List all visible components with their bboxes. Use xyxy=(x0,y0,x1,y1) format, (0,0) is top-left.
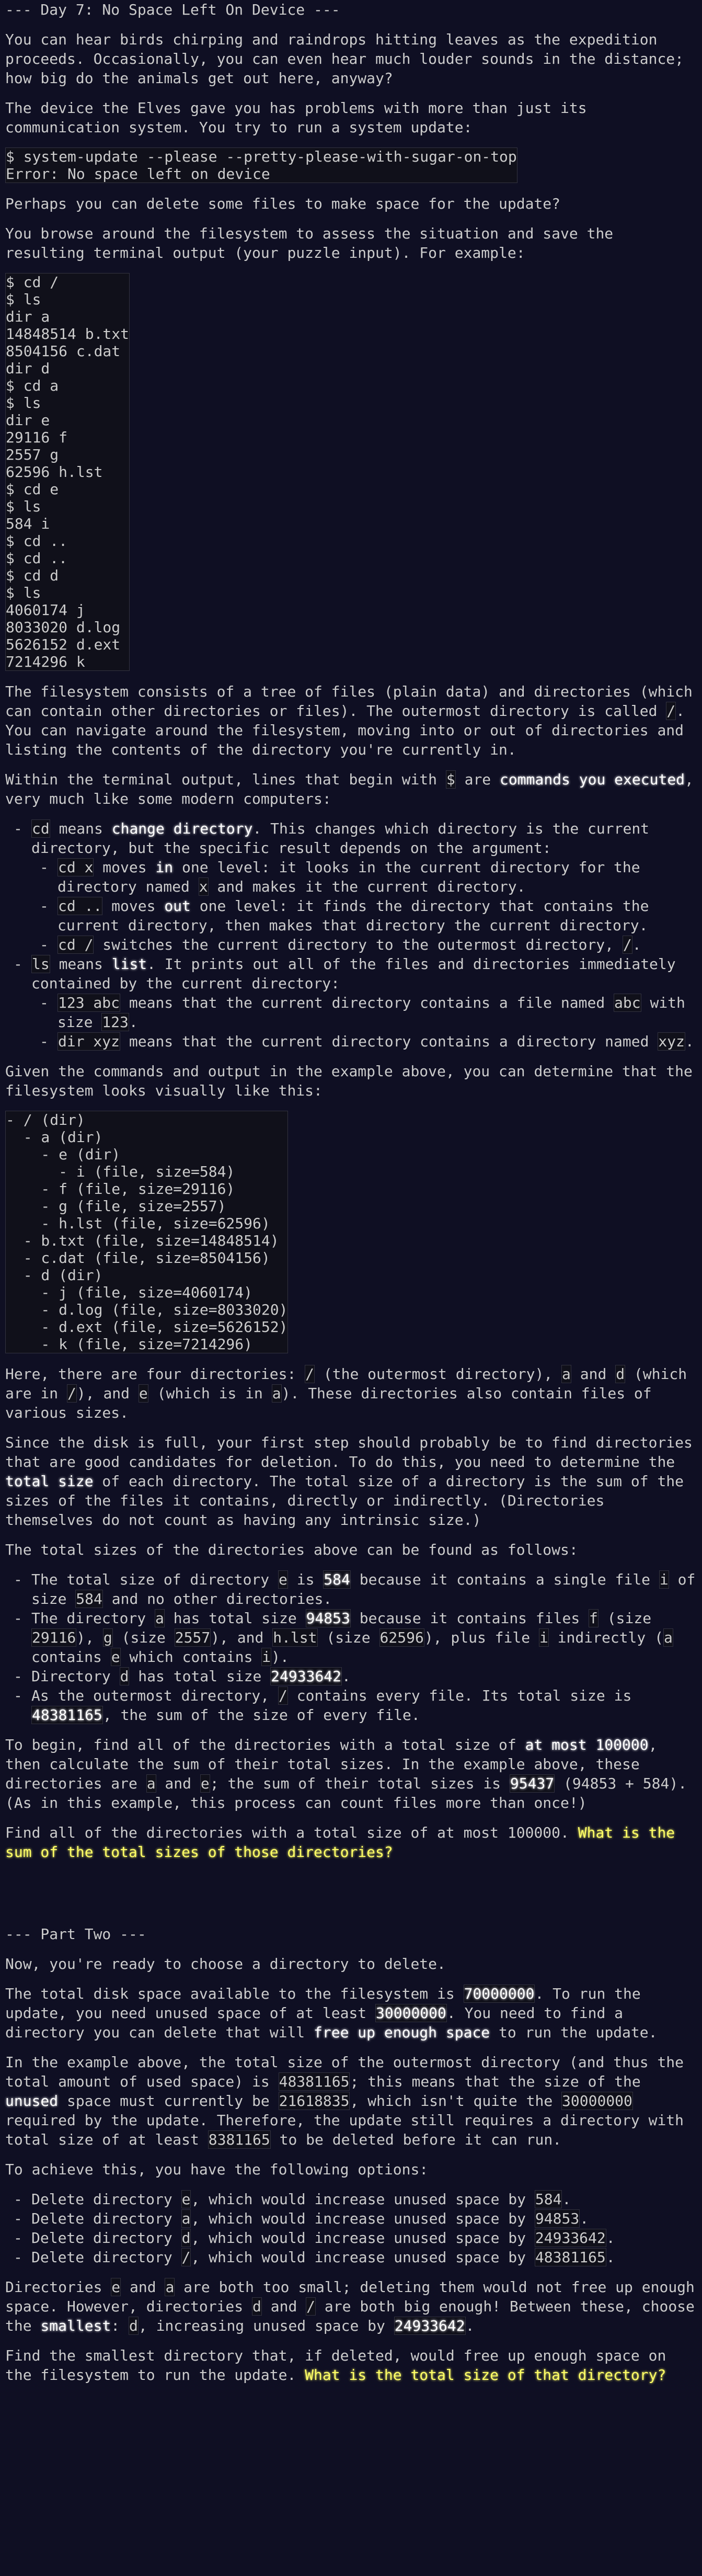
choose-paragraph: Now, you're ready to choose a directory to delete. xyxy=(5,1955,446,1973)
inline-code: 123 abc xyxy=(58,994,120,1011)
inline-code: dir xyz xyxy=(58,1033,120,1050)
inline-code xyxy=(323,1570,351,1589)
emphasis: 48381165 xyxy=(32,1706,102,1724)
part-two-title: --- Part Two --- xyxy=(5,1925,146,1943)
list-item-total-a: - The directory a has total size 94853 because it contains files f (size 29116), g (size 2557), and h.lst (size 62596), plus file i indirectly (a contains e which contains i). xyxy=(31,1609,697,1667)
list-item-option: - Delete directory /, which would increase unused space by 48381165. xyxy=(31,2248,697,2267)
inline-code: a xyxy=(181,2210,191,2227)
list-item-cd-x: - cd x moves in one level: it looks in the current directory for the directory named x and makes it the current directory. xyxy=(57,858,697,896)
filesystem-tree-code-block: - / (dir) - a (dir) - e (dir) - i (file, size=584) - f (file, size=29116) - g (file, size=2557) - h.lst (file, size=62596) - b.txt (file, size=14848514) - c.dat (file, size=8504156) - d (dir) - j (file, size=4060174) - d.log (file, size=8033020) - d.ext (file, size=5626152) - k (file, size=7214296) xyxy=(6,1111,288,1353)
question-emphasis: What is the sum of the total sizes of those directories? xyxy=(5,1824,675,1861)
inline-code xyxy=(31,1706,103,1724)
list-item-ls-file: - 123 abc means that the current directory contains a file named abc with size 123. xyxy=(57,993,697,1032)
inline-code: i xyxy=(539,1629,548,1646)
inline-code: $ xyxy=(446,771,455,788)
delete-files-paragraph: Perhaps you can delete some files to make space for the update? xyxy=(5,195,561,212)
cd-sublist xyxy=(31,858,697,954)
four-directories-paragraph: Here, there are four directories: / (the outermost directory), a and d (which are in /), and e (which is in a). These directories also contain files of various sizes. xyxy=(5,1365,687,1421)
inline-code: d xyxy=(181,2229,191,2247)
emphasis: 94853 xyxy=(306,1610,350,1627)
inline-code: e xyxy=(111,2278,121,2296)
inline-code: / xyxy=(623,936,632,953)
list-item-cd-up: - cd .. moves out one level: it finds the directory that contains the current directory, then makes that directory the current directory. xyxy=(57,896,697,935)
question-paragraph: Find all of the directories with a total size of at most 100000. What is the sum of the total sizes of those directories? xyxy=(5,1824,675,1861)
inline-code: d xyxy=(616,1365,625,1383)
inline-code: cd .. xyxy=(58,897,102,915)
emphasis: unused xyxy=(5,2092,59,2110)
inline-code: i xyxy=(262,1648,271,1666)
options-intro-paragraph: To achieve this, you have the following options: xyxy=(5,2161,429,2178)
commands-paragraph: Within the terminal output, lines that begin with $ are commands you executed, very much like some modern computers: xyxy=(5,771,694,807)
inline-code: e xyxy=(200,1775,210,1792)
inline-code: / xyxy=(306,2298,316,2315)
list-item-option: - Delete directory d, which would increase unused space by 24933642. xyxy=(31,2228,697,2248)
total-size-paragraph: Since the disk is full, your first step should probably be to find directories that are good candidates for deletion. To do this, you need to determine the total size of each directory. The total size of a directory is the sum of the sizes of the files it contains, directly or indirectly. (Directories themselves do not count as having any intrinsic size.) xyxy=(5,1434,693,1529)
list-item-option: - Delete directory e, which would increase unused space by 584. xyxy=(31,2190,697,2209)
example-space-paragraph: In the example above, the total size of the outermost directory (and thus the total amount of used space) is 48381165; this means that the size of the unused space must currently be 21618835, which isn't quite the 30000000 required by the update. Therefore, the update still requires a directory with total size of at least 8381165 to be deleted before it can run. xyxy=(5,2054,684,2148)
emphasis: total size xyxy=(5,1473,94,1490)
list-item-ls: - ls means list. It prints out all of the files and directories immediately contained by the current directory: - 123 abc means that the current directory contains a file named abc with size 123. - dir xyz means that the current directory contains a directory named xyz. xyxy=(31,954,697,1051)
emphasis: in xyxy=(155,859,174,876)
inline-code: 30000000 xyxy=(562,2092,632,2110)
inline-code: e xyxy=(139,1385,148,1402)
inline-code: a xyxy=(146,1775,156,1792)
emphasis: 24933642 xyxy=(394,2317,465,2334)
inline-code: i xyxy=(659,1571,669,1588)
emphasis: 24933642 xyxy=(271,1668,342,1685)
inline-code: / xyxy=(67,1385,76,1402)
inline-code: / xyxy=(279,1687,287,1704)
list-item-total-e: - The total size of directory e is 584 because it contains a single file i of size 584 and no other directories. xyxy=(31,1570,697,1609)
inline-code: e xyxy=(111,1648,120,1666)
inline-code: xyz xyxy=(658,1033,685,1050)
emphasis: free up enough space xyxy=(314,2024,490,2041)
task-paragraph: To begin, find all of the directories with a total size of at most 100000, then calculate the sum of their total sizes. In the example above, these directories are a and e; the sum of their total sizes is 95437 (94853 + 584). (As in this example, this process can count files more than once!) xyxy=(5,1736,687,1811)
inline-code: 21618835 xyxy=(279,2092,350,2110)
device-paragraph: The device the Elves gave you has problems with more than just its communication system. You try to run a system update: xyxy=(5,99,587,136)
emphasis: smallest xyxy=(40,2317,111,2334)
inline-code: e xyxy=(181,2191,191,2208)
emphasis: 30000000 xyxy=(376,2004,446,2022)
inline-code: 48381165 xyxy=(535,2249,606,2266)
list-item-ls-dir: - dir xyz means that the current directory contains a directory named xyz. xyxy=(57,1032,697,1051)
list-item-cd-root: - cd / switches the current directory to the outermost directory, /. xyxy=(57,935,697,954)
list-item-option: - Delete directory a, which would increase unused space by 94853. xyxy=(31,2209,697,2228)
list-item-total-root: - As the outermost directory, / contains every file. Its total size is 48381165, the sum of the size of every file. xyxy=(31,1686,697,1725)
list-item-cd: - cd means change directory. This changes which directory is the current directory, but the specific result depends on the argument: - cd x moves in one level: it looks in the current directory for the directory named x and makes it the current directory. - cd .. moves out one level: it finds the directory that contains the current directory, then makes that directory the current directory. - cd / switches the current directory to the outermost directory, /. xyxy=(31,819,697,954)
emphasis: at most 100000 xyxy=(525,1736,649,1753)
inline-code xyxy=(394,2317,466,2335)
emphasis: list xyxy=(111,955,147,973)
emphasis: 70000000 xyxy=(464,1985,535,2002)
inline-code: 2557 xyxy=(175,1629,211,1646)
inline-code: 123 xyxy=(102,1013,129,1031)
inline-code: a xyxy=(272,1385,281,1402)
inline-code: a xyxy=(155,1610,164,1627)
inline-code: cd / xyxy=(58,936,94,953)
inline-code: cd x xyxy=(58,859,94,876)
inline-code xyxy=(375,2004,447,2022)
inline-code: ls xyxy=(32,955,50,973)
inline-code: abc xyxy=(614,994,641,1011)
list-item-total-d: - Directory d has total size 24933642. xyxy=(31,1667,697,1686)
terminal-output-code-block: $ cd / $ ls dir a 14848514 b.txt 8504156 c.dat dir d $ cd a $ ls dir e 29116 f 2557 g 62596 h.lst $ cd e $ ls 584 i $ cd .. $ cd .. $ cd d $ ls 4060174 j 8033020 d.log 5626152 d.ext 7214296 k xyxy=(6,273,130,670)
question-emphasis: What is the total size of that directory? xyxy=(305,2366,666,2384)
emphasis: 584 xyxy=(324,1571,350,1588)
browse-paragraph: You browse around the filesystem to assess the situation and save the resulting terminal output (your puzzle input). For example: xyxy=(5,225,614,261)
inline-code: d xyxy=(129,2317,138,2334)
inline-code: h.lst xyxy=(273,1629,317,1646)
inline-code: d xyxy=(252,2298,261,2315)
inline-code xyxy=(464,1985,535,2003)
filesystem-paragraph: The filesystem consists of a tree of files (plain data) and directories (which can contain other directories or files). The outermost directory is called /. You can navigate around the filesystem, moving into or out of directories and listing the contents of the directory you're currently in. xyxy=(5,683,693,758)
inline-code: 29116 xyxy=(32,1629,76,1646)
inline-code: 8381165 xyxy=(208,2131,270,2148)
inline-code: 94853 xyxy=(535,2210,580,2227)
inline-code: 48381165 xyxy=(279,2073,350,2090)
inline-code: e xyxy=(279,1571,287,1588)
inline-code: / xyxy=(181,2249,191,2266)
visual-paragraph: Given the commands and output in the example above, you can determine that the filesystem looks visually like this: xyxy=(5,1063,693,1099)
day-title: --- Day 7: No Space Left On Device --- xyxy=(5,1,340,18)
options-list xyxy=(5,2190,697,2267)
inline-code: cd xyxy=(32,820,50,837)
inline-code: 24933642 xyxy=(535,2229,606,2247)
inline-code xyxy=(306,1609,351,1627)
inline-code: a xyxy=(663,1629,673,1646)
inline-code: x xyxy=(199,878,208,895)
inline-code: g xyxy=(103,1629,112,1646)
inline-code: a xyxy=(165,2278,175,2296)
inline-code xyxy=(510,1774,555,1793)
emphasis: change directory xyxy=(111,820,253,837)
totals-list xyxy=(5,1570,697,1725)
totals-intro-paragraph: The total sizes of the directories above can be found as follows: xyxy=(5,1541,578,1558)
emphasis: commands you executed xyxy=(500,771,685,788)
part-two-question-paragraph: Find the smallest directory that, if deleted, would free up enough space on the filesystem to run the update. What is the total size of that directory? xyxy=(5,2347,666,2384)
inline-code: 584 xyxy=(535,2191,562,2208)
system-update-code-block: $ system-update --please --pretty-please-with-sugar-on-top Error: No space left on device xyxy=(6,148,517,183)
inline-code: f xyxy=(589,1610,598,1627)
inline-code: 62596 xyxy=(379,1629,424,1646)
choice-paragraph: Directories e and a are both too small; deleting them would not free up enough space. However, directories d and / are both big enough! Between these, choose the smallest: d, increasing unused space by 24933642. xyxy=(5,2278,695,2334)
intro-paragraph: You can hear birds chirping and raindrops hitting leaves as the expedition proceeds. Occasionally, you can even hear much louder sounds in the distance; how big do the animals get out here, anyway? xyxy=(5,31,684,87)
ls-sublist xyxy=(31,993,697,1051)
inline-code: / xyxy=(305,1365,315,1383)
emphasis: out xyxy=(164,897,191,915)
inline-code: 584 xyxy=(76,1590,102,1608)
inline-code xyxy=(270,1667,342,1685)
commands-list xyxy=(5,819,697,1051)
emphasis: 95437 xyxy=(510,1775,555,1792)
inline-code: a xyxy=(562,1365,571,1383)
inline-code: d xyxy=(120,1668,129,1685)
inline-code: / xyxy=(666,702,676,720)
disk-space-paragraph: The total disk space available to the filesystem is 70000000. To run the update, you need unused space of at least 30000000. You need to find a directory you can delete that will free up enough space to run the update. xyxy=(5,1985,658,2041)
